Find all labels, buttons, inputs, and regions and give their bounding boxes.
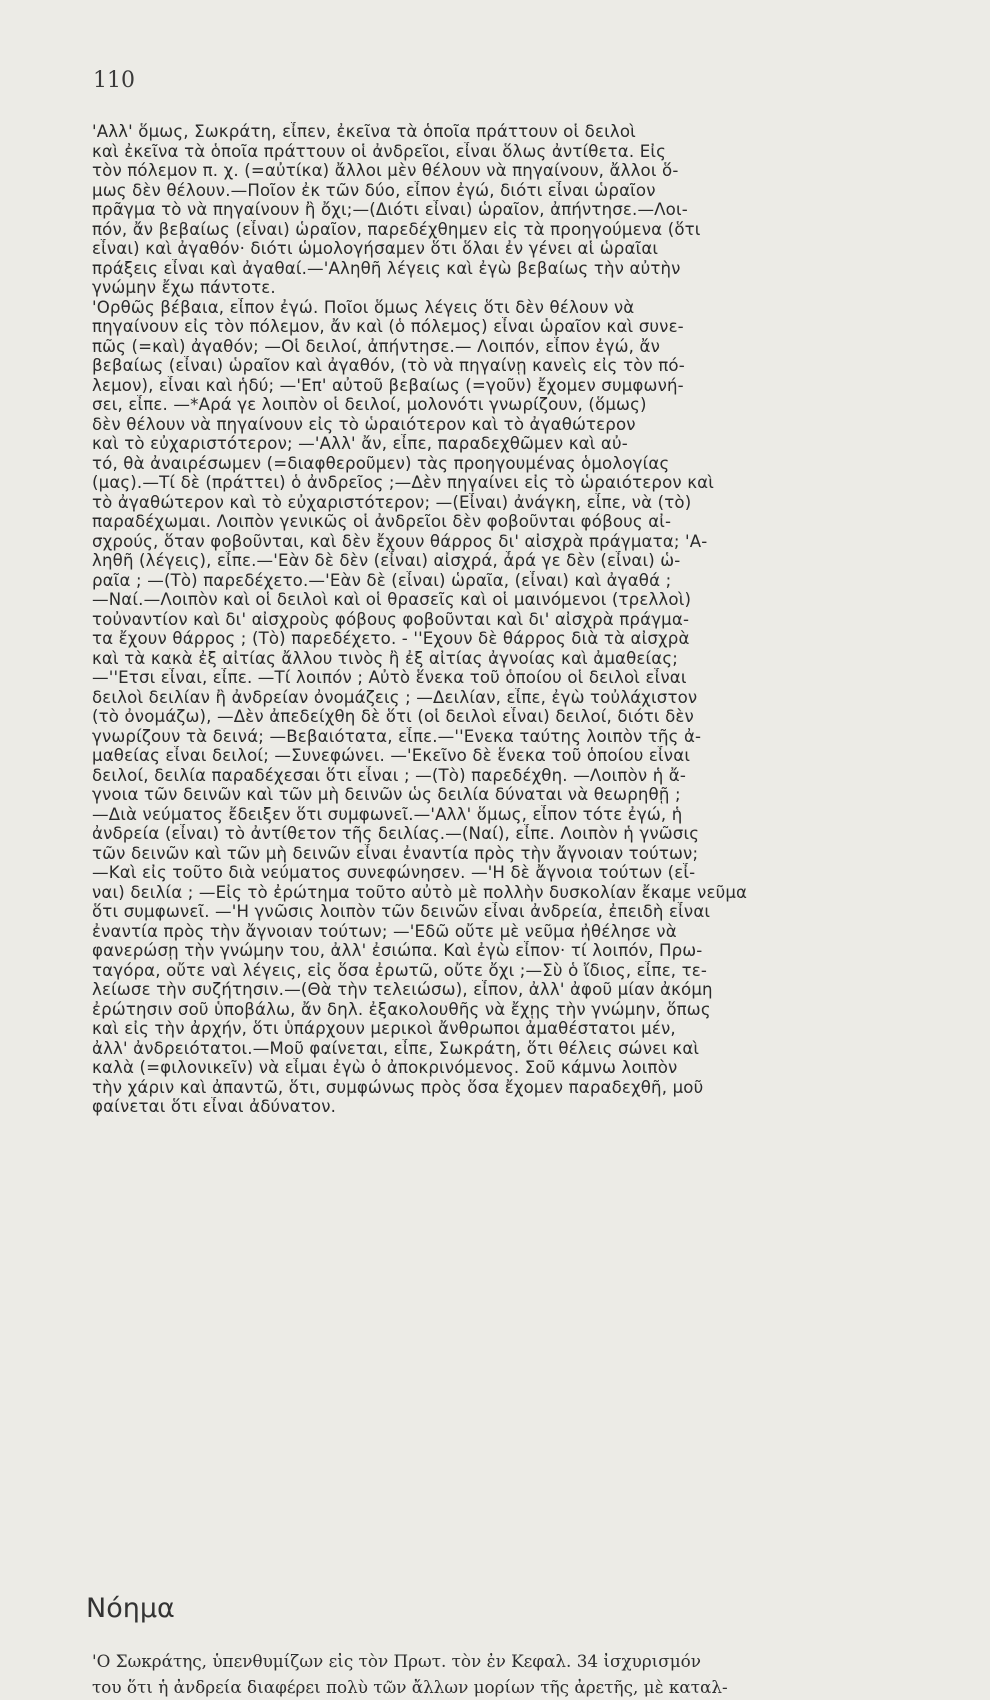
text-line: πῶς (=καὶ) ἀγαθόν; —Οἱ δειλοί, ἀπήντησε.— Λοιπόν, εἶπον ἐγώ, ἄν [92,336,661,356]
text-line: λεμον), εἶναι καὶ ἡδύ; —'Επ' αὐτοῦ βεβαίως (=γοῦν) ἔχομεν συμφωνή- [92,375,684,395]
main-text-block [92,122,910,1117]
text-line: τὸ ἀγαθώτερον καὶ τὸ εὐχαριστότερον; —(Εἶναι) ἀνάγκη, εἶπε, νὰ (τὸ) [92,492,692,512]
note-text-block [92,1648,910,1700]
text-line: παραδέχωμαι. Λοιπὸν γενικῶς οἱ ἀνδρεῖοι δὲν φοβοῦνται φόβους αἰ- [92,512,672,531]
text-line: καὶ τὸ εὐχαριστότερον; —'Αλλ' ἄν, εἶπε, παραδεχθῶμεν καὶ αὐ- [92,434,628,453]
text-line: —''Ετσι εἶναι, εἶπε. —Τί λοιπόν ; Αὐτὸ ἕνεκα τοῦ ὁποίου οἱ δειλοὶ εἶναι [92,668,687,687]
text-line: γνώμην ἔχω πάντοτε. [92,278,276,297]
text-line: τοὐναντίον καὶ δι' αἰσχροὺς φόβους φοβοῦνται καὶ δι' αἰσχρὰ πράγμα- [92,609,690,629]
text-line: ὅτι συμφωνεῖ. —'Η γνῶσις λοιπὸν τῶν δεινῶν εἶναι ἀνδρεία, ἐπειδὴ εἶναι [92,902,711,921]
text-line: —Ναί.—Λοιπὸν καὶ οἱ δειλοὶ καὶ οἱ θρασεῖς καὶ οἱ μαινόμενοι (τρελλοὶ) [92,590,692,609]
note-line: του ὅτι ἡ ἀνδρεία διαφέρει πολὺ τῶν ἄλλων μορίων τῆς ἀρετῆς, μὲ καταλ- [92,1677,728,1697]
text-line: καὶ ἐκεῖνα τὰ ὁποῖα πράττουν οἱ ἀνδρεῖοι, εἶναι ὅλως ἀντίθετα. Εἰς [92,141,667,161]
text-line: πράξεις εἶναι καὶ ἀγαθαί.—'Αληθῆ λέγεις καὶ ἐγὼ βεβαίως τὴν αὐτὴν [92,258,681,278]
text-line: ἀνδρεία (εἶναι) τὸ ἀντίθετον τῆς δειλίας.—(Ναί), εἶπε. Λοιπὸν ἡ γνῶσις [92,824,700,843]
text-line: λείωσε τὴν συζήτησιν.—(Θὰ τὴν τελειώσω), εἶπον, ἀλλ' ἀφοῦ μίαν ἀκόμη [92,980,713,999]
text-line: (μας).—Τί δὲ (πράττει) ὁ ἀνδρεῖος ;—Δὲν πηγαίνει εἰς τὸ ὡραιότερον καὶ [92,473,715,492]
text-line: βεβαίως (εἶναι) ὡραῖον καὶ ἀγαθόν, (τὸ νὰ πηγαίνῃ κανεὶς εἰς τὸν πό- [92,356,685,375]
note-line: 'Ο Σωκράτης, ὑπενθυμίζων εἰς τὸν Πρωτ. τὸν ἐν Κεφαλ. 34 ἰσχυρισμόν [92,1651,701,1671]
text-line: τῶν δεινῶν καὶ τῶν μὴ δεινῶν εἶναι ἐναντία πρὸς τὴν ἄγνοιαν τούτων; [92,843,699,863]
text-line: —Διὰ νεύματος ἔδειξεν ὅτι συμφωνεῖ.—'Αλλ' ὅμως, εἶπον τότε ἐγώ, ἡ [92,804,683,824]
text-line: γνωρίζουν τὰ δεινά; —Βεβαιότατα, εἶπε.—''Ενεκα ταύτης λοιπὸν τῆς ἀ- [92,726,702,746]
text-line: φανερώσῃ τὴν γνώμην του, ἀλλ' ἐσιώπα. Καὶ ἐγὼ εἶπον· τί λοιπόν, Πρω- [92,941,703,960]
text-line: καλὰ (=φιλονικεῖν) νὰ εἶμαι ἐγὼ ὁ ἀποκρινόμενος. Σοῦ κάμνω λοιπὸν [92,1058,678,1077]
text-line: τό, θὰ ἀναιρέσωμεν (=διαφθεροῦμεν) τὰς προηγουμένας ὁμολογίας [92,453,670,473]
section-heading: Νόημα [86,1593,175,1624]
text-line: τὸν πόλεμον π. χ. (=αὐτίκα) ἄλλοι μὲν θέλουν νὰ πηγαίνουν, ἄλλοι ὅ- [92,161,679,180]
text-line: ἀλλ' ἀνδρειότατοι.—Μοῦ φαίνεται, εἶπε, Σωκράτη, ὅτι θέλεις σώνει καὶ [92,1038,700,1058]
text-line: τα ἔχουν θάρρος ; (Τὸ) παρεδέχετο. - ''Εχουν δὲ θάρρος διὰ τὰ αἰσχρὰ [92,629,690,648]
text-line: ἐναντία πρὸς τὴν ἄγνοιαν τούτων; —'Εδῶ οὔτε μὲ νεῦμα ἠθέλησε νὰ [92,921,677,941]
text-line: μαθείας εἶναι δειλοί; —Συνεφώνει. —'Εκεῖνο δὲ ἕνεκα τοῦ ὁποίου εἶναι [92,746,691,765]
text-line: δειλοί, δειλία παραδέχεσαι ὅτι εἶναι ; —(Τὸ) παρεδέχθη. —Λοιπὸν ἡ ἄ- [92,765,687,785]
text-line: πηγαίνουν εἰς τὸν πόλεμον, ἄν καὶ (ὁ πόλεμος) εἶναι ὡραῖον καὶ συνε- [92,317,684,336]
text-line: σει, εἶπε. —*Αρά γε λοιπὸν οἱ δειλοί, μολονότι γνωρίζουν, (ὅμως) [92,395,647,414]
text-line: σχρούς, ὅταν φοβοῦνται, καὶ δὲν ἔχουν θάρρος δι' αἰσχρὰ πράγματα; 'Α- [92,531,708,551]
text-line: ἐρώτησιν σοῦ ὑποβάλω, ἄν δηλ. ἐξακολουθῆς νὰ ἔχῃς τὴν γνώμην, ὅπως [92,999,711,1019]
text-line: ραῖα ; —(Τὸ) παρεδέχετο.—'Εὰν δὲ (εἶναι) ὡραῖα, (εἶναι) καὶ ἀγαθά ; [92,570,672,590]
text-line: τὴν χάριν καὶ ἀπαντῶ, ὅτι, συμφώνως πρὸς ὅσα ἔχομεν παραδεχθῆ, μοῦ [92,1077,704,1097]
text-line: εἶναι) καὶ ἀγαθόν· διότι ὡμολογήσαμεν ὅτι ὅλαι ἐν γένει αἱ ὡραῖαι [92,239,659,258]
text-line: γνοια τῶν δεινῶν καὶ τῶν μὴ δεινῶν ὡς δειλία δύναται νὰ θεωρηθῇ ; [92,785,681,804]
text-line: καὶ τὰ κακὰ ἐξ αἰτίας ἄλλου τινὸς ἢ ἐξ αἰτίας ἀγνοίας καὶ ἀμαθείας; [92,648,679,668]
text-line: φαίνεται ὅτι εἶναι ἀδύνατον. [92,1097,337,1116]
text-line: ναι) δειλία ; —Εἰς τὸ ἐρώτημα τοῦτο αὐτὸ μὲ πολλὴν δυσκολίαν ἔκαμε νεῦμα [92,882,748,902]
text-line: δειλοὶ δειλίαν ἢ ἀνδρείαν ὀνομάζεις ; —Δειλίαν, εἶπε, ἐγὼ τοὐλάχιστον [92,687,698,707]
page-number: 110 [93,68,135,93]
text-line: ληθῆ (λέγεις), εἶπε.—'Εὰν δὲ δὲν (εἶναι) αἰσχρά, ἆρά γε δὲν (εἶναι) ὡ- [92,551,681,570]
text-line: —Καὶ εἰς τοῦτο διὰ νεύματος συνεφώνησεν. —'Η δὲ ἄγνοια τούτων (εἶ- [92,863,696,882]
text-line: (τὸ ὀνομάζω), —Δὲν ἀπεδείχθη δὲ ὅτι (οἱ δειλοὶ εἶναι) δειλοί, διότι δὲν [92,707,694,726]
text-line: 'Ορθῶς βέβαια, εἶπον ἐγώ. Ποῖοι ὅμως λέγεις ὅτι δὲν θέλουν νὰ [92,297,635,317]
text-line: μως δὲν θέλουν.—Ποῖον ἐκ τῶν δύο, εἶπον ἐγώ, διότι εἶναι ὡραῖον [92,180,656,200]
text-line: πόν, ἄν βεβαίως (εἶναι) ὡραῖον, παρεδέχθημεν εἰς τὰ προηγούμενα (ὅτι [92,219,701,239]
text-line: καὶ εἰς τὴν ἀρχήν, ὅτι ὑπάρχουν μερικοὶ ἄνθρωποι ἀμαθέστατοι μέν, [92,1019,676,1038]
text-line: 'Αλλ' ὅμως, Σωκράτη, εἶπεν, ἐκεῖνα τὰ ὁποῖα πράττουν οἱ δειλοὶ [92,122,636,141]
text-line: πρᾶγμα τὸ νὰ πηγαίνουν ἢ ὄχι;—(Διότι εἶναι) ὡραῖον, ἀπήντησε.—Λοι- [92,200,688,219]
text-line: ταγόρα, οὔτε ναὶ λέγεις, εἰς ὅσα ἐρωτῶ, οὔτε ὄχι ;—Σὺ ὁ ἴδιος, εἶπε, τε- [92,960,708,980]
text-line: δὲν θέλουν νὰ πηγαίνουν εἰς τὸ ὡραιότερον καὶ τὸ ἀγαθώτερον [92,414,636,434]
